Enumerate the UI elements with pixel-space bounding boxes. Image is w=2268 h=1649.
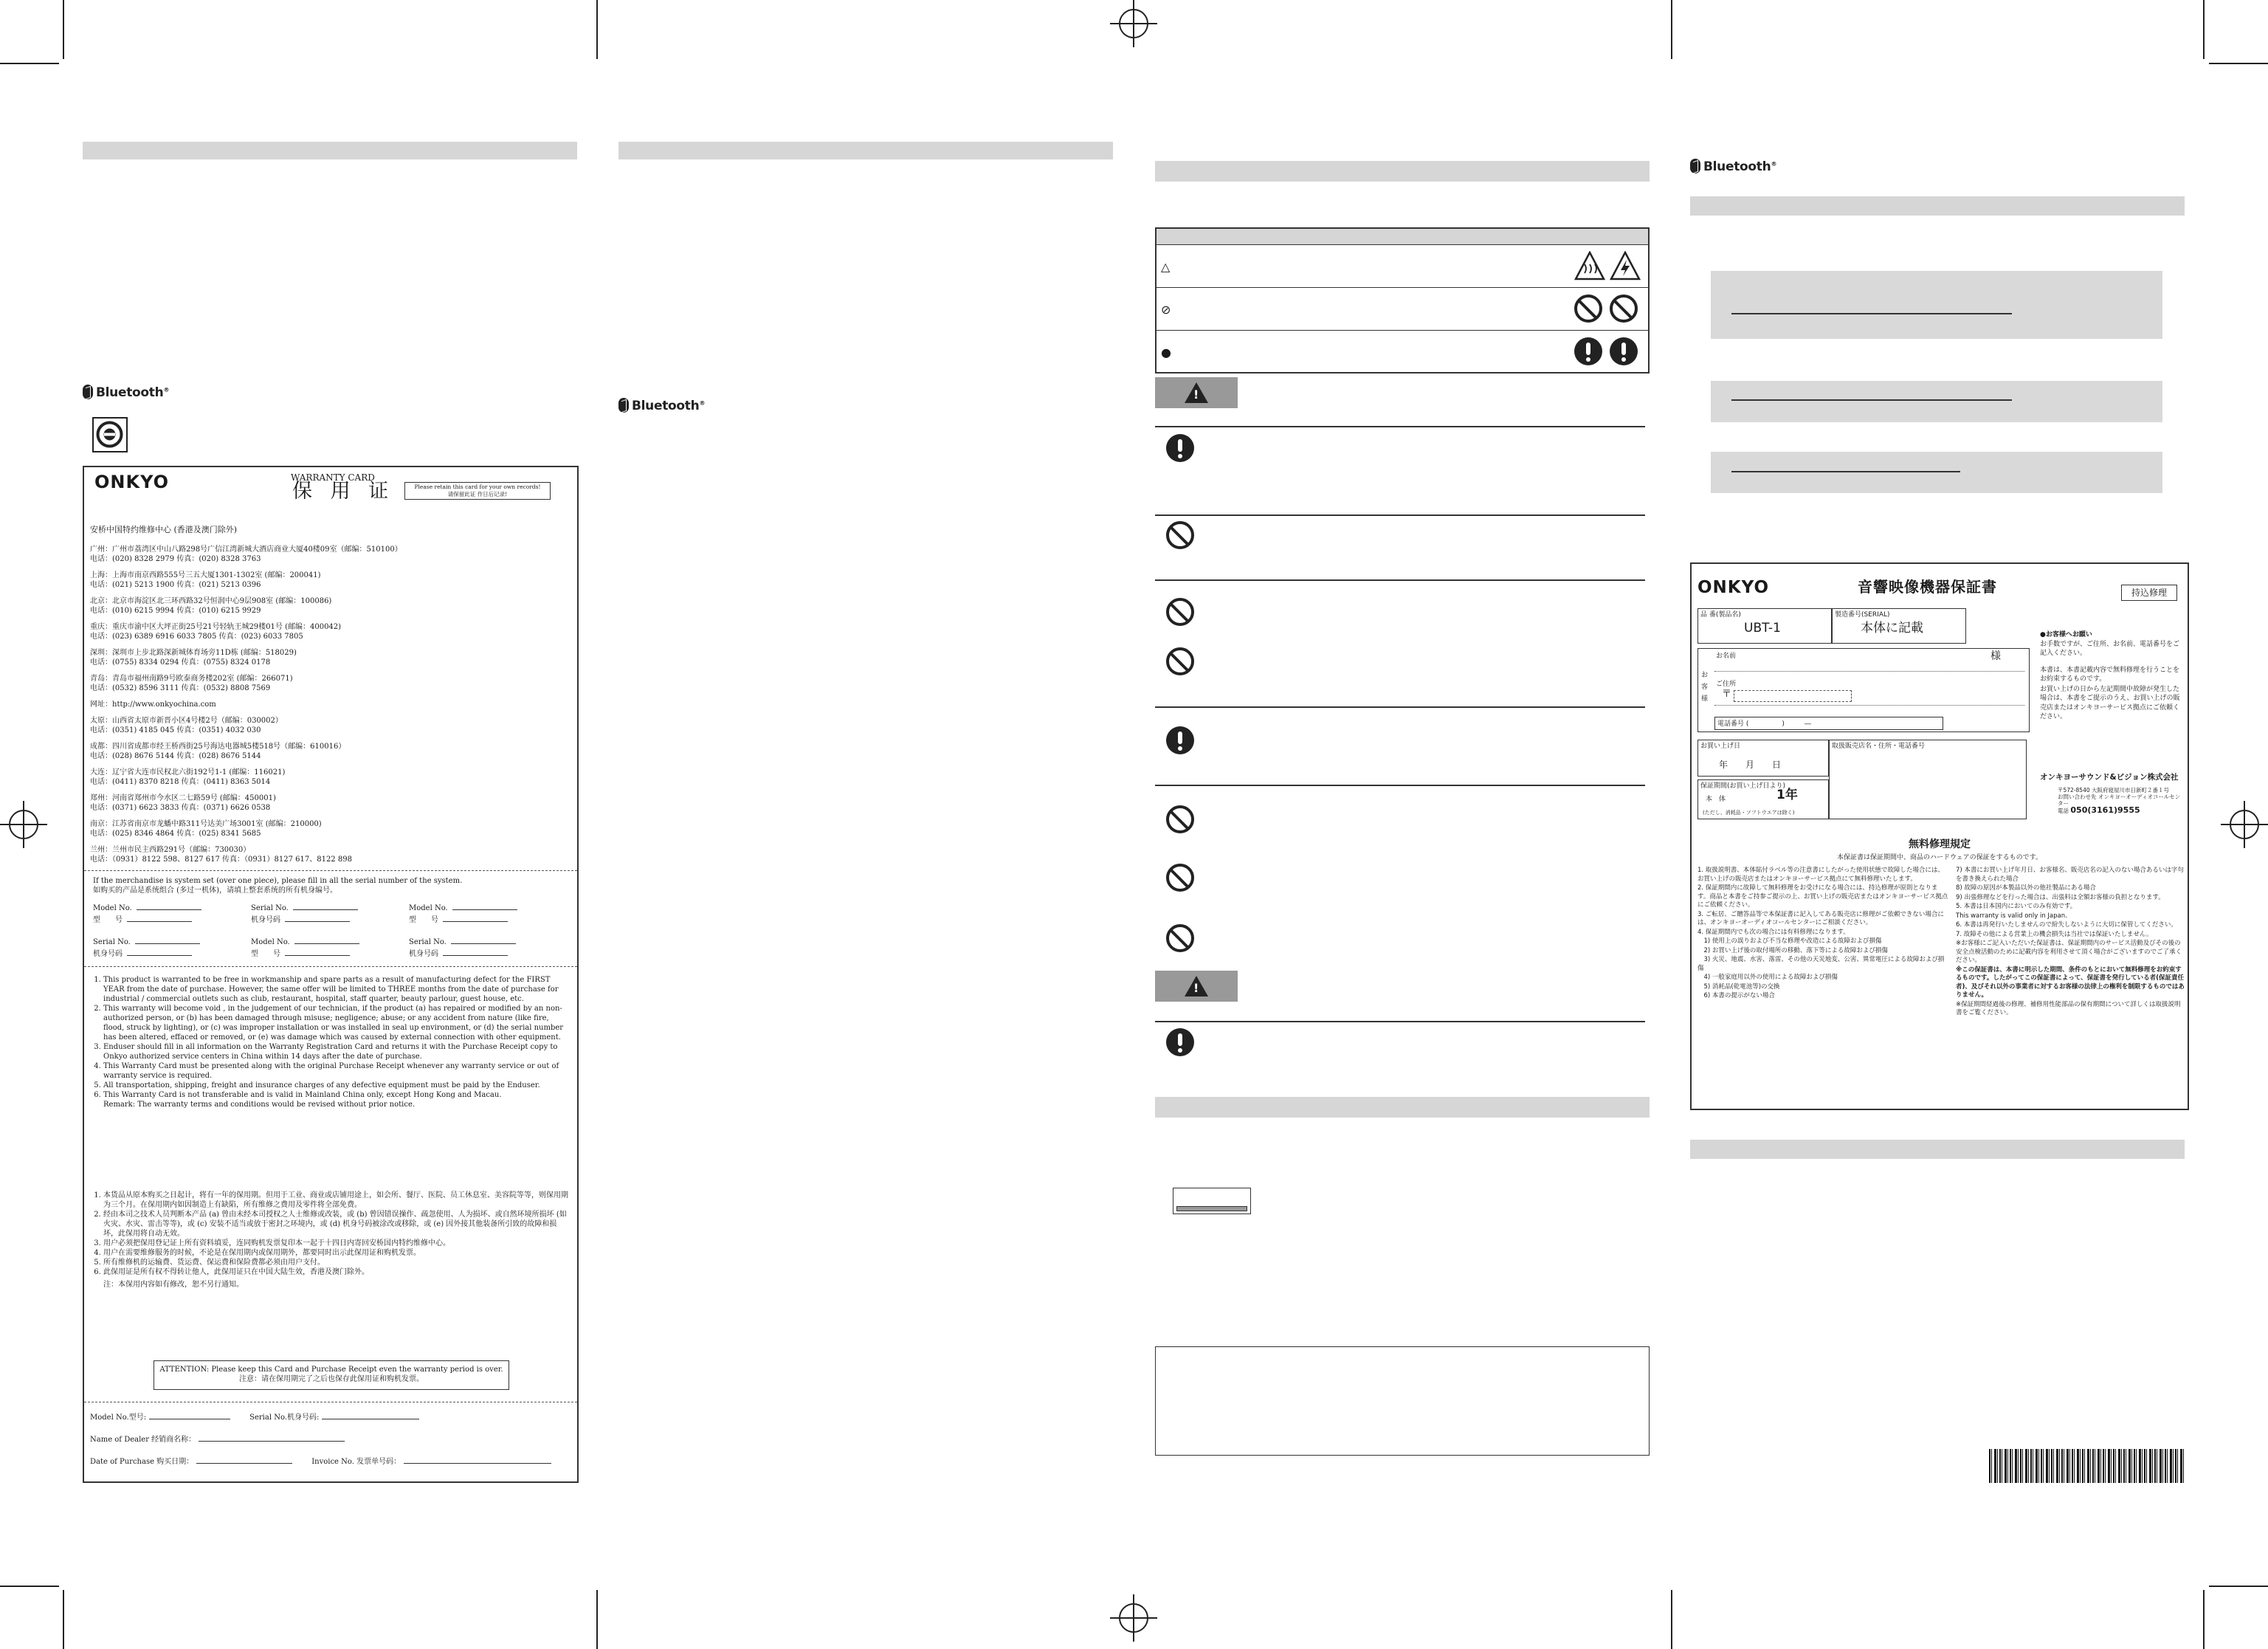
- carry-in-repair-badge: 持込修理: [2121, 585, 2177, 601]
- list-item: 4. This Warranty Card must be presented along with the original Purchase Receipt whenever any warranty service or out of warranty service is required.: [103, 1061, 568, 1081]
- label-sticker-icon: [1173, 1188, 1251, 1214]
- section-band: [83, 142, 577, 159]
- no-disassembly-icon: [1574, 295, 1602, 323]
- purchase-info: Model No.型号: Serial No.机身号码: Name of Dealer 经销商名称： Date of Purchase 购买日期： Invoice No. 发票单号码：: [90, 1412, 570, 1478]
- list-item: 3. 用户必须把保用登记证上所有资料填妥，连同购机发票复印本一起于十四日内寄回安桥国内特约维修中心。: [103, 1239, 568, 1248]
- section-band: [1155, 161, 1650, 182]
- cut-line: [84, 966, 577, 967]
- list-item: お手数ですが、ご住所、お名前、電話番号をご記入ください。: [2040, 640, 2180, 657]
- repair-rules-col2: [1956, 867, 2185, 1019]
- terms-en: [93, 975, 568, 1109]
- list-item: 6) 本書の提示がない場合: [1697, 992, 1775, 999]
- prohibition-icon: [1166, 805, 1194, 833]
- product-box: 品 番(製品名) UBT-1: [1697, 608, 1832, 644]
- notes-frame: [1155, 1346, 1650, 1456]
- section-band: [618, 142, 1113, 159]
- electric-shock-icon: [1610, 251, 1641, 280]
- company-address: 〒572-8540 大阪府寝屋川市日新町２番１号 お問い合わせ先 オンキヨーオーディオコールセンター 電話 050(3161)9555: [2058, 787, 2181, 815]
- no-wet-hands-icon: [1166, 598, 1194, 626]
- onkyo-logo: ONKYO: [1697, 578, 1770, 597]
- serial-fields: [93, 903, 573, 960]
- list-item: 重庆：重庆市渝中区大坪正街25号21号轻轨王城29楼01号 (邮编：400042) 电话：(023) 6389 6916 6033 7805 传真：(023) 6033 7805: [90, 623, 342, 641]
- list-item: 4. 保証期間内でも次の場合には有料修理になります。: [1697, 928, 1850, 936]
- warning-triangle-icon: [1185, 382, 1208, 403]
- list-item: 深圳：深圳市上步北路深新城体育场旁11D栋 (邮编：518029) 电话：(0755) 8334 0294 传真：(0755) 8324 0178: [90, 649, 297, 667]
- address-input[interactable]: [1714, 705, 2024, 706]
- customer-notice: ●お客様へお願い お手数ですが、ご住所、お名前、電話番号をご記入ください。 本書は、本書記載内容で無料修理を行うことをお約束するものです。 お買い上げの日から左記期間中故障が発生した場合は、本書をご提示のうえ、お買い上げの販売店またはオンキヨーサービス拠点にご依頼ください。: [2040, 630, 2185, 723]
- list-item: 7) 本書にお買い上げ年月日、お客様名、販売店名の記入のない場合あるいは字句を書き換えられた場合: [1956, 867, 2184, 883]
- list-item: 兰州：兰州市民主西路291号（邮编：730030） 电话：（0931）8122 598、8127 617 传真：（0931）8127 617、8122 898: [90, 846, 352, 864]
- list-item: 南京：江苏省南京市龙蟠中路311号达美广场3001室 (邮编：210000) 电话：(025) 8346 4864 传真：(025) 8341 5685: [90, 820, 322, 838]
- warning-label: [1155, 377, 1238, 408]
- list-item: ※お客様にご記入いただいた保証書は、保証期間内のサービス活動及びその後の安全点検活動のために記載内容を利用させて頂く場合がございますのでご了承ください。: [1956, 940, 2182, 964]
- list-item: 2) お買い上げ後の取付場所の移動、落下等による故障および損傷: [1697, 946, 1888, 954]
- serial-field[interactable]: Serial No.: [251, 903, 409, 915]
- period-box: 保証期間(お買い上げ日より) 本 体 1年 (ただし、消耗品・ソフトウエアは除く): [1697, 779, 1829, 819]
- serial-input[interactable]: [322, 1412, 419, 1419]
- list-item: 1. 取扱説明書、本体貼付ラベル等の注意書にしたがった使用状態で故障した場合には、お買い上げの販売店またはオンキヨーサービス拠点にて無料修理いたします。: [1697, 867, 1944, 883]
- keep-card-note: Please retain this card for your own records! 请保留此证 作日后记录!: [404, 482, 551, 500]
- crop-mark: [596, 0, 598, 59]
- table-row: [1157, 288, 1648, 331]
- bluetooth-logo: Bluetooth®: [1690, 159, 1776, 174]
- mandatory-action-icon: [1574, 337, 1602, 365]
- mandatory-action-icon: [1610, 337, 1638, 365]
- service-center-list: [90, 525, 570, 871]
- instruction-dot-icon: ●: [1161, 345, 1171, 359]
- list-item: 2. 经由本司之技术人员判断本产品 (a) 曾由未经本司授权之人士维修或改装，或 (b) 曾因错误操作、疏忽使用、人为损坏、或自然环境所损坏 (如火灾、水灾、雷击等等)，或 (c) 安装不适当或放于密封之环境内，或 (d) 机身号码被涂改或移除，或 (e) 因外接其他装备所引致的故障和损坏，此保用将自动无效。: [103, 1210, 568, 1239]
- crop-mark: [2209, 1586, 2268, 1587]
- bluetooth-logo: Bluetooth®: [618, 398, 705, 413]
- registration-mark-icon: [0, 801, 47, 848]
- model-field[interactable]: 型 号: [93, 915, 251, 926]
- serial-field[interactable]: 机身号码: [93, 949, 251, 960]
- section-band: [1155, 1097, 1650, 1118]
- list-item: 广州：广州市荔湾区中山八路298号广信江湾新城大酒店商业大厦40楼09室（邮编：510100） 电话：(020) 8328 2979 传真：(020) 8328 3763: [90, 545, 402, 563]
- list-item: 北京：北京市海淀区北三环西路32号恒润中心9层908室 (邮编：100086) 电话：(010) 6215 9994 传真：(010) 6215 9929: [90, 597, 332, 615]
- list-item: 5) 消耗品(乾電池等)の交換: [1697, 982, 1780, 991]
- model-input[interactable]: [149, 1412, 230, 1419]
- list-item: 青岛：青岛市福州南路9号欧泰商务楼202室 (邮编：266071) 电话：(0532) 8596 3111 传真：(0532) 8808 7569: [90, 675, 293, 692]
- crop-mark: [63, 0, 64, 59]
- name-input[interactable]: [1714, 671, 2024, 672]
- free-repair-title: 無料修理規定: [1909, 839, 1971, 850]
- section-band: [1690, 196, 2185, 216]
- list-item: 3) 火災、地震、水害、落雷、その他の天災地変、公害、異常電圧による故障および損傷: [1697, 956, 1945, 972]
- list-item: 6. 本書は再発行いたしませんので紛失しないように大切に保管してください。: [1956, 921, 2177, 929]
- list-item: 4. 用户在需要维修服务的时候，不论是在保用期内或保用期外，都要同时出示此保用证和购机发票。: [103, 1248, 568, 1258]
- warranty-title-en: WARRANTY CARD: [291, 472, 375, 483]
- model-field[interactable]: 型 号: [409, 915, 567, 926]
- list-item: 上海：上海市南京西路555号三五大厦1301-1302室 (邮编：200041) 电话：(021) 5213 1900 传真：(021) 5213 0396: [90, 571, 321, 589]
- terms-zh: [93, 1191, 568, 1290]
- list-item: 成都：四川省成都市经王桥西街25号海达电器城5楼518号（邮编：610016） 电话：(028) 8676 5144 传真：(028) 8676 5144: [90, 743, 346, 760]
- list-item: ※この保証書は、本書に明示した期間、条件のもとにおいて無料修理をお約束するものです。したがってこの保証書によって、保証書を発行している者(保証責任者)、及びそれ以外の事業者に対するお客様の法律上の権利を制限するものではありません。: [1956, 965, 2185, 999]
- hot-surface-icon: [1574, 251, 1605, 280]
- warning-triangle-icon: [1185, 976, 1208, 996]
- list-item: 4) 一般家庭用以外の使用による故障および損傷: [1697, 974, 1838, 981]
- list-item: 3. ご転居、ご贈答品等で本保証書に記入してある販売店に修理がご依頼できない場合には、オンキヨーオーディオコールセンターにご相談ください。: [1697, 910, 1944, 926]
- model-field[interactable]: 型 号: [251, 949, 409, 960]
- list-item: 9) 出張修理などを行った場合は、出張料は全額お客様の負担となります。: [1956, 893, 2165, 901]
- list-item: 3. Enduser should fill in all information on the Warranty Registration Card and returns it with the Purchase Receipt copy to Onkyo authorized service centers in China within 14 days after the date of purchase.: [103, 1042, 568, 1061]
- remark-en: Remark: The warranty terms and conditions would be revised without prior notice.: [103, 1101, 416, 1109]
- jp-warranty-title: 音響映像機器保証書: [1858, 578, 1997, 596]
- list-item: 1. 本货品从原本购买之日起计，将有一年的保用期。但用于工业、商业或店铺用途上，如会所、餐厅、医院、员工休息室、美容院等等，则保用期为三个月。在保用期内如因制造上有缺陷，所有维修之费用及零件将全部免费。: [103, 1191, 568, 1210]
- no-water-icon: [1610, 295, 1638, 323]
- serial-box: 製造番号(SERIAL) 本体に記載: [1832, 608, 1966, 644]
- barcode: [1989, 1449, 2185, 1483]
- section-band: [1690, 1140, 2185, 1159]
- no-water-icon: [1166, 647, 1194, 675]
- model-field[interactable]: Model No.: [251, 937, 409, 949]
- serial-field[interactable]: 机身号码: [409, 949, 567, 960]
- onkyo-logo: ONKYO: [94, 472, 170, 492]
- cut-line: [84, 870, 577, 871]
- info-panel: [1711, 452, 2162, 493]
- divider: [1155, 1021, 1645, 1022]
- info-panel: [1711, 381, 2162, 422]
- model-field[interactable]: Model No.: [93, 903, 251, 915]
- list-item: お買い上げの日から左記期間中故障が発生した場合は、本書をご提示のうえ、お買い上げの販売店またはオンキヨーサービス拠点にご依頼ください。: [2040, 685, 2180, 720]
- list-item: 5. 所有维修机的运输费、货运费、保运费和保险费都必须由用户支付。: [103, 1258, 568, 1267]
- dealer-input[interactable]: [199, 1434, 345, 1442]
- purchase-date-box[interactable]: お買い上げ日 年 月 日: [1697, 740, 1829, 777]
- dealer-box[interactable]: 取扱販売店名・住所・電話番号: [1829, 740, 2027, 819]
- table-row: [1157, 245, 1648, 288]
- website-link[interactable]: 网址：http://www.onkyochina.com: [90, 700, 216, 709]
- blank-line: [1731, 313, 2012, 314]
- customer-box: お客様 お名前 様 ご住所 〒 電話番号 ( ) ―: [1697, 648, 2030, 732]
- list-item: ※保証期間経過後の修理、補修用性能部品の保有期間について詳しくは取扱説明書をご覧ください。: [1956, 1000, 2181, 1016]
- mandatory-action-icon: [1166, 434, 1194, 462]
- free-repair-subtitle: 本保証書は保証期間中、商品のハードウェアの保証をするものです。: [1837, 854, 2042, 861]
- crop-mark: [1671, 0, 1672, 59]
- table-header: [1157, 229, 1648, 245]
- system-note: If the merchandise is system set (over one piece), please fill in all the serial number of the system. 如购买的产品是系统组合 (多过一机体)，请填上整套系统的所有机身编号。: [93, 877, 463, 895]
- list-item: 6. 此保用证是所有权不得转让他人，此保用证只在中国大陆生效，香港及澳门除外。: [103, 1267, 568, 1277]
- serial-field[interactable]: Serial No.: [93, 937, 251, 949]
- crop-mark: [2203, 1590, 2205, 1649]
- company-name: オンキヨーサウンド&ビジョン株式会社: [2040, 773, 2179, 782]
- mandatory-action-icon: [1166, 1028, 1194, 1056]
- list-item: 本書は、本書記載内容で無料修理を行うことをお約束するものです。: [2040, 666, 2180, 683]
- attention-box: ATTENTION: Please keep this Card and Purchase Receipt even the warranty period is over. 注意：请在保用期完了之后也保存此保用证和购机发票。: [154, 1360, 509, 1390]
- list-item: 7. 故障その他による営業上の機会損失は当社では保証いたしません。: [1956, 930, 2153, 938]
- crop-mark: [63, 1590, 64, 1649]
- crop-mark: [1671, 1590, 1672, 1649]
- environment-mark-icon: [92, 417, 128, 452]
- serial-field[interactable]: Serial No.: [409, 937, 567, 949]
- mandatory-action-icon: [1166, 726, 1194, 754]
- caution-label: [1155, 971, 1238, 1002]
- serial-field[interactable]: 机身号码: [251, 915, 409, 926]
- warranty-title-zh: 保 用 证: [292, 480, 395, 503]
- model-field[interactable]: Model No.: [409, 903, 567, 915]
- phone-box[interactable]: 電話番号 ( ) ―: [1714, 717, 1943, 730]
- crop-mark: [0, 63, 59, 64]
- divider: [1155, 514, 1645, 516]
- list-item: 5. All transportation, shipping, freight and insurance charges of any defective equipment must be paid by the Enduser.: [103, 1081, 568, 1090]
- list-item: 8) 故障の原因が本製品以外の他社製品にある場合: [1956, 884, 2096, 892]
- registration-mark-icon: [1110, 1594, 1157, 1642]
- list-item: 太原：山西省太原市新晋小区4号楼2号（邮编：030002） 电话：(0351) 4185 045 传真：(0351) 4032 030: [90, 717, 283, 734]
- divider: [1155, 785, 1645, 786]
- date-input[interactable]: [196, 1456, 292, 1464]
- caution-triangle-icon: △: [1161, 260, 1171, 274]
- registration-mark-icon: [2221, 801, 2268, 848]
- prohibition-icon: [1166, 864, 1194, 892]
- no-disassembly-icon: [1166, 521, 1194, 549]
- crop-mark: [0, 1586, 59, 1587]
- crop-mark: [2209, 63, 2268, 64]
- warranty-card-jp: [1690, 562, 2189, 1110]
- warranty-card-cn: [83, 466, 579, 1483]
- repair-rules-col1: [1697, 867, 1948, 1002]
- service-heading: 安桥中国特约维修中心 (香港及澳门除外): [90, 525, 238, 534]
- blank-line: [1731, 471, 1960, 472]
- crop-mark: [2203, 0, 2205, 59]
- remark-zh: 注：本保用内容如有修改，恕不另行通知。: [103, 1281, 244, 1289]
- list-item: 1. This product is warranted to be free in workmanship and spare parts as a result of manufacturing defect for the FIRST YEAR from the date of purchase. However, the same offer will be limited to THREE months from the date of purchase for industrial / commercial outlets such as club, restaurant, hospital, staff quarter, beauty parlour, guest house, etc.: [103, 975, 568, 1004]
- bluetooth-logo: Bluetooth®: [83, 385, 169, 400]
- list-item: 5. 本書は日本国内においてのみ有効です。: [1956, 903, 2077, 910]
- info-panel: [1711, 271, 2162, 339]
- table-row: [1157, 331, 1648, 373]
- registration-mark-icon: [1110, 0, 1157, 47]
- list-item: 2. This warranty will become void , in the judgement of our technician, if the product (a) has repaired or modified by an non-authorized person, or (b) has been damaged through misuse; negligence; abuse; or any accident from nature (like fire, flood, struck by lighting), or (c) was improper installation or was installed in seal up environment, or (d) the serial number has been altered, effaced or removed, or (e) was damage which was caused by external connection with other equipment.: [103, 1004, 568, 1042]
- divider: [1155, 579, 1645, 581]
- divider: [1155, 426, 1645, 427]
- divider: [1155, 706, 1645, 708]
- list-item: 1) 使用上の誤りおよび不当な修理や改造による故障および損傷: [1697, 937, 1882, 945]
- invoice-input[interactable]: [404, 1456, 551, 1464]
- list-item: This warranty is valid only in Japan.: [1956, 912, 2067, 920]
- prohibition-icon: ⊘: [1161, 303, 1171, 317]
- crop-mark: [596, 1590, 598, 1649]
- list-item: 大连：辽宁省大连市民权北六街192号1-1 (邮编：116021) 电话：(0411) 8370 8218 传真：(0411) 8363 5014: [90, 768, 286, 786]
- list-item: 6. This Warranty Card is not transferable and is valid in Mainland China only, except Hong Kong and Macau.: [103, 1090, 568, 1100]
- blank-line: [1731, 399, 2012, 401]
- list-item: 郑州：河南省郑州市今水区二七路59号 (邮编：450001) 电话：(0371) 6623 3833 传真：(0371) 6626 0538: [90, 794, 276, 812]
- list-item: 2. 保証期間内に故障して無料修理をお受けになる場合には、持込修理が原則となります。商品と本書をご持参ご提示の上、お買い上げの販売店またはオンキヨーサービス拠点にご依頼ください。: [1697, 884, 1948, 909]
- postal-code-input[interactable]: [1734, 690, 1852, 702]
- prohibition-icon: [1166, 924, 1194, 952]
- safety-symbol-table: [1155, 227, 1650, 373]
